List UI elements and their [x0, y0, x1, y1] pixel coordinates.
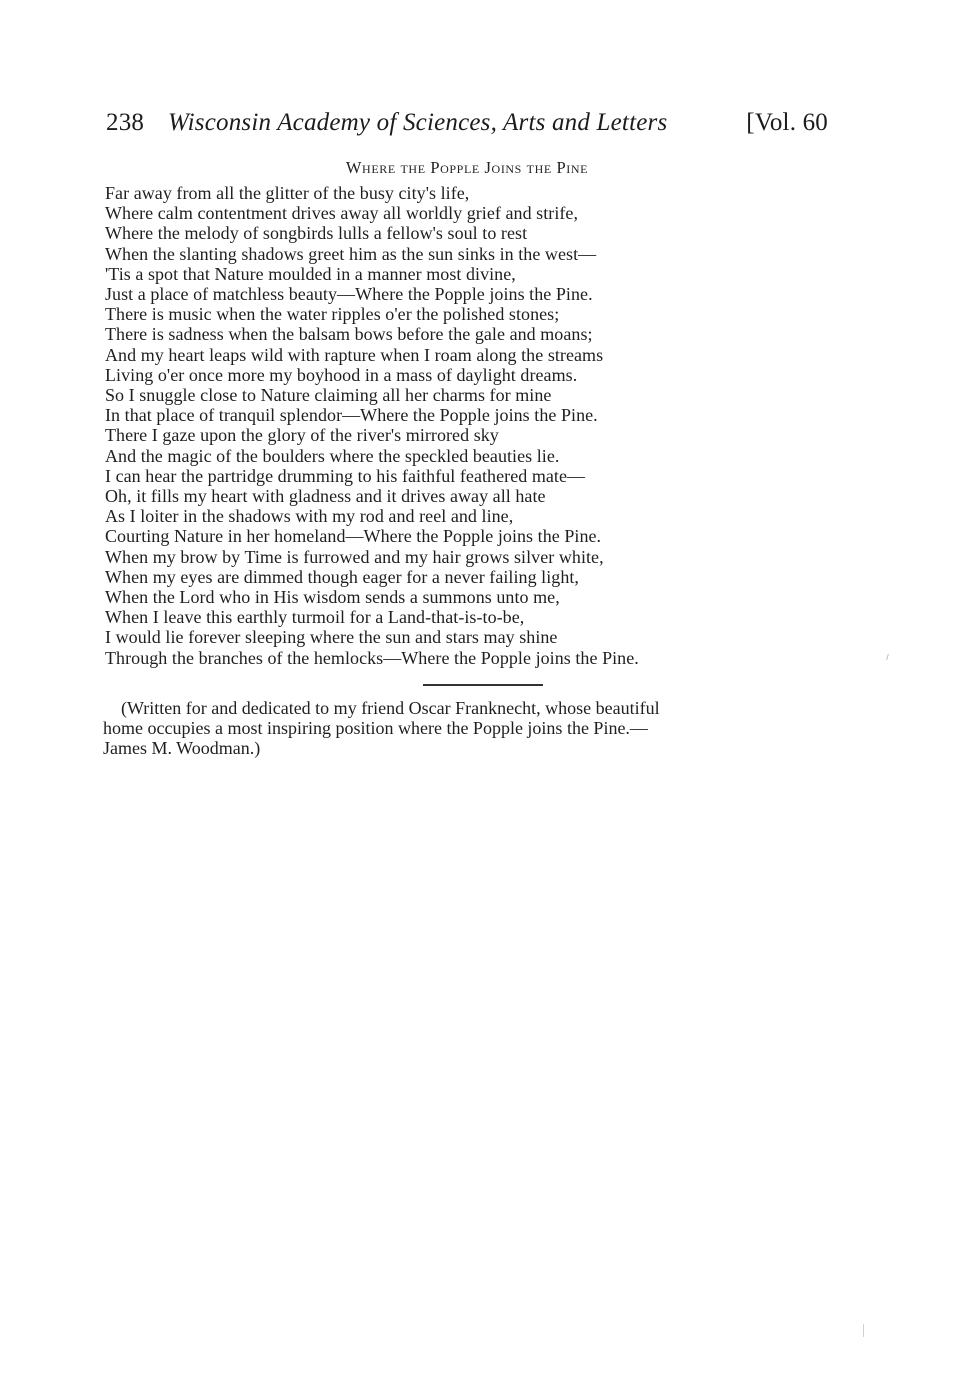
scan-artifact-line: [863, 1324, 864, 1337]
poem-line: When the Lord who in His wisdom sends a summons unto me,: [105, 587, 560, 608]
poem-line: Where the melody of songbirds lulls a fellow's soul to rest: [105, 223, 528, 244]
poem-line: When my brow by Time is furrowed and my hair grows silver white,: [105, 546, 604, 567]
poem-line: When the slanting shadows greet him as the sun sinks in the west—: [105, 243, 597, 264]
poem-line: 'Tis a spot that Nature moulded in a manner most divine,: [105, 263, 516, 284]
volume-label: [Vol. 60: [746, 109, 828, 136]
poem-line: Just a place of matchless beauty—Where the Popple joins the Pine.: [105, 284, 593, 305]
section-divider: [423, 684, 543, 686]
dedication-line: home occupies a most inspiring position where the Popple joins the Pine.—: [103, 718, 648, 738]
poem-body: [105, 183, 835, 668]
scan-speck-mark: [886, 654, 889, 660]
poem-line: Living o'er once more my boyhood in a mass of daylight dreams.: [105, 364, 578, 385]
poem-line: There I gaze upon the glory of the river's mirrored sky: [105, 425, 499, 446]
poem-line: There is music when the water ripples o'er the polished stones;: [105, 304, 560, 325]
poem-line: When I leave this earthly turmoil for a Land-that-is-to-be,: [105, 607, 525, 628]
poem-line: I can hear the partridge drumming to his faithful feathered mate—: [105, 465, 586, 486]
dedication-note: [103, 698, 823, 758]
journal-title: Wisconsin Academy of Sciences, Arts and Letters: [168, 109, 668, 136]
dedication-line: James M. Woodman.): [103, 738, 261, 758]
poem-line: I would lie forever sleeping where the sun and stars may shine: [105, 627, 558, 648]
poem-line: When my eyes are dimmed though eager for a never failing light,: [105, 566, 579, 587]
poem-line: In that place of tranquil splendor—Where the Popple joins the Pine.: [105, 405, 598, 426]
poem-line: Where calm contentment drives away all worldly grief and strife,: [105, 203, 579, 224]
page-header: [106, 105, 828, 141]
poem-title: Where the Popple Joins the Pine: [345, 158, 589, 177]
poem-line: Courting Nature in her homeland—Where the Popple joins the Pine.: [105, 526, 602, 547]
poem-line: Through the branches of the hemlocks—Where the Popple joins the Pine.: [105, 647, 639, 668]
poem-line: Oh, it fills my heart with gladness and it drives away all hate: [105, 486, 546, 507]
poem-line: So I snuggle close to Nature claiming all her charms for mine: [105, 385, 552, 406]
poem-line: Far away from all the glitter of the busy city's life,: [105, 183, 470, 203]
poem-line: As I loiter in the shadows with my rod and reel and line,: [105, 506, 514, 527]
dedication-line: (Written for and dedicated to my friend Oscar Franknecht, whose beautiful: [121, 698, 660, 718]
page-number: 238: [106, 109, 145, 136]
poem-line: And the magic of the boulders where the speckled beauties lie.: [105, 445, 560, 466]
poem-line: And my heart leaps wild with rapture when I roam along the streams: [105, 344, 604, 365]
poem-line: There is sadness when the balsam bows before the gale and moans;: [105, 324, 593, 345]
